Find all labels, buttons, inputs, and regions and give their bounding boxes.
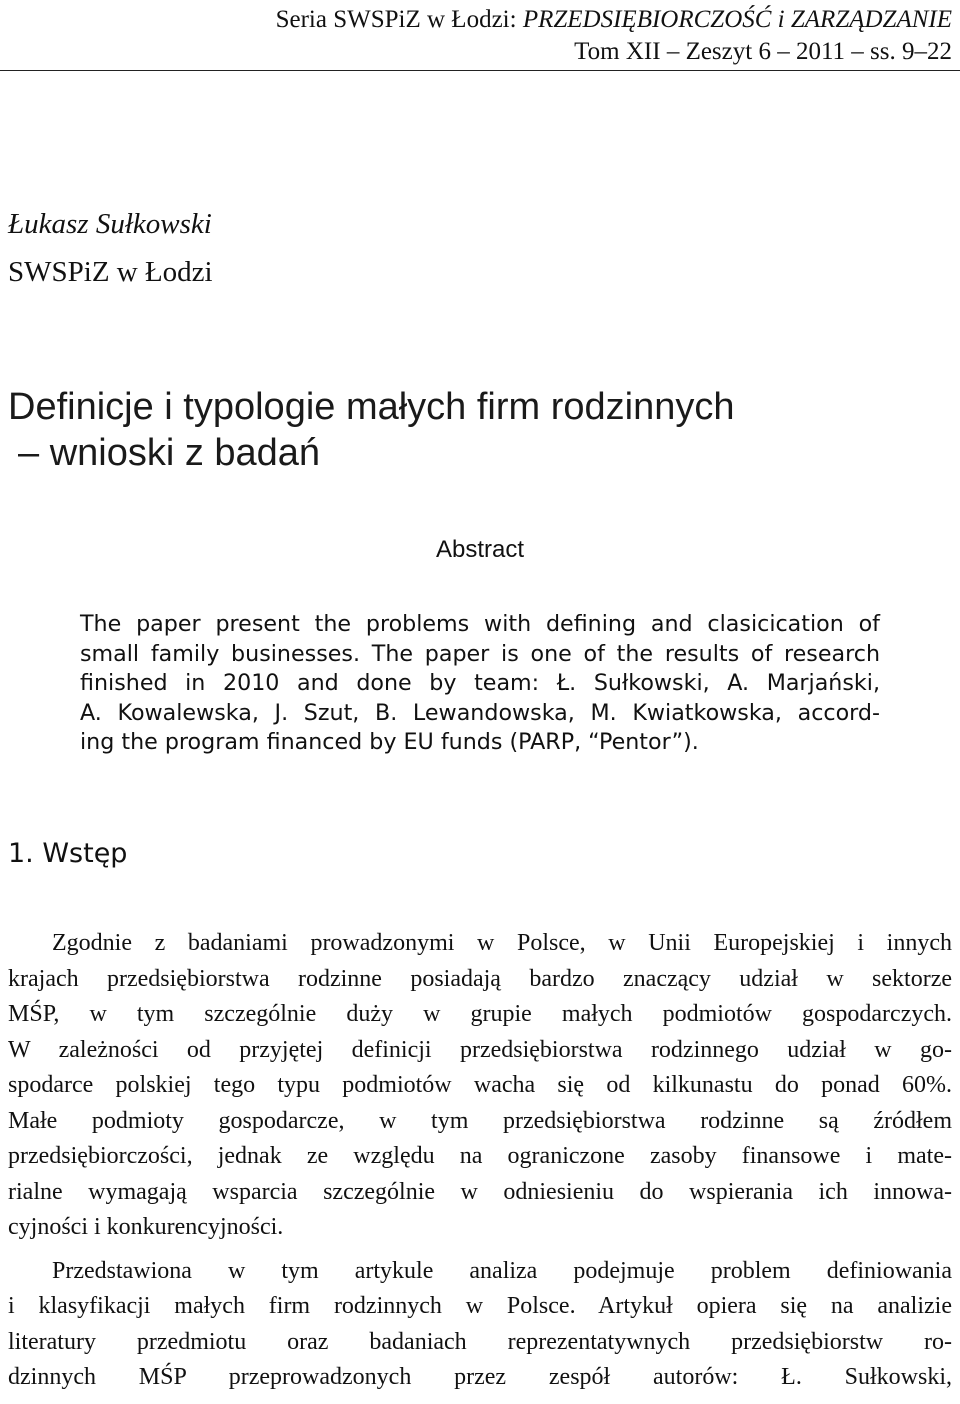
body-text: [8, 926, 952, 1396]
series-prefix: Seria SWSPiZ w Łodzi:: [275, 6, 523, 33]
text-line: W zależności od przyjętej definicji przedsiębiorstwa rodzinnego udział w go-: [8, 1036, 952, 1063]
abstract-line: The paper present the problems with defining and clasicication of: [80, 611, 880, 637]
author-affiliation: SWSPiZ w Łodzi: [8, 256, 213, 288]
abstract-body: [80, 610, 880, 758]
abstract-line: small family businesses. The paper is one of the results of research: [80, 640, 880, 667]
section-heading: 1. Wstęp: [8, 838, 128, 869]
text-line: Przedstawiona w tym artykule analiza podejmuje problem definiowania: [52, 1257, 952, 1284]
text-line: spodarce polskiej tego typu podmiotów wacha się od kilkunastu do ponad 60%.: [8, 1072, 952, 1098]
abstract-line: finished in 2010 and done by team: Ł. Sułkowski, A. Marjański,: [80, 670, 880, 697]
abstract-line: A. Kowalewska, J. Szut, B. Lewandowska, M. Kwiatkowska, accord-: [80, 699, 880, 726]
text-line: przedsiębiorczości, jednak ze względu na ograniczone zasoby finansowe i mate-: [8, 1143, 952, 1169]
text-line: i klasyfikacji małych firm rodzinnych w Polsce. Artykuł opiera się na analizie: [8, 1293, 952, 1319]
title-line-2: – wnioski z badań: [18, 432, 321, 474]
text-line: Małe podmioty gospodarcze, w tym przedsiębiorstwa rodzinne są źródłem: [8, 1107, 952, 1134]
abstract-line: ing the program financed by EU funds (PARP, “Pentor”).: [80, 729, 699, 756]
title-line-1: Definicje i typologie małych firm rodzinnych: [8, 386, 735, 428]
text-line: cyjności i konkurencyjności.: [8, 1214, 284, 1240]
series-name: PRZEDSIĘBIORCZOŚĆ i ZARZĄDZANIE: [522, 6, 952, 33]
header-rule: [0, 70, 960, 71]
text-line: literatury przedmiotu oraz badaniach reprezentatywnych przedsiębiorstw ro-: [8, 1328, 952, 1355]
abstract-heading: Abstract: [435, 536, 525, 563]
paragraph-2: [8, 1254, 952, 1396]
text-line: MŚP, w tym szczególnie duży w grupie małych podmiotów gospodarczych.: [8, 1001, 952, 1027]
paper-title: [8, 384, 735, 476]
text-line: rialne wymagają wsparcia szczególnie w odniesieniu do wspierania ich innowa-: [8, 1178, 952, 1205]
text-line: krajach przedsiębiorstwa rodzinne posiadają bardzo znaczący udział w sektorze: [8, 965, 952, 992]
author-name: Łukasz Sułkowski: [8, 208, 212, 240]
series-line: [276, 4, 952, 36]
issue-line: Tom XII – Zeszyt 6 – 2011 – ss. 9–22: [574, 38, 952, 65]
text-line: Zgodnie z badaniami prowadzonymi w Polsce, w Unii Europejskiej i innych: [52, 930, 952, 956]
text-line: dzinnych MŚP przeprowadzonych przez zespół autorów: Ł. Sułkowski,: [8, 1364, 952, 1390]
journal-header: [276, 4, 952, 68]
paragraph-1: [8, 926, 952, 1246]
